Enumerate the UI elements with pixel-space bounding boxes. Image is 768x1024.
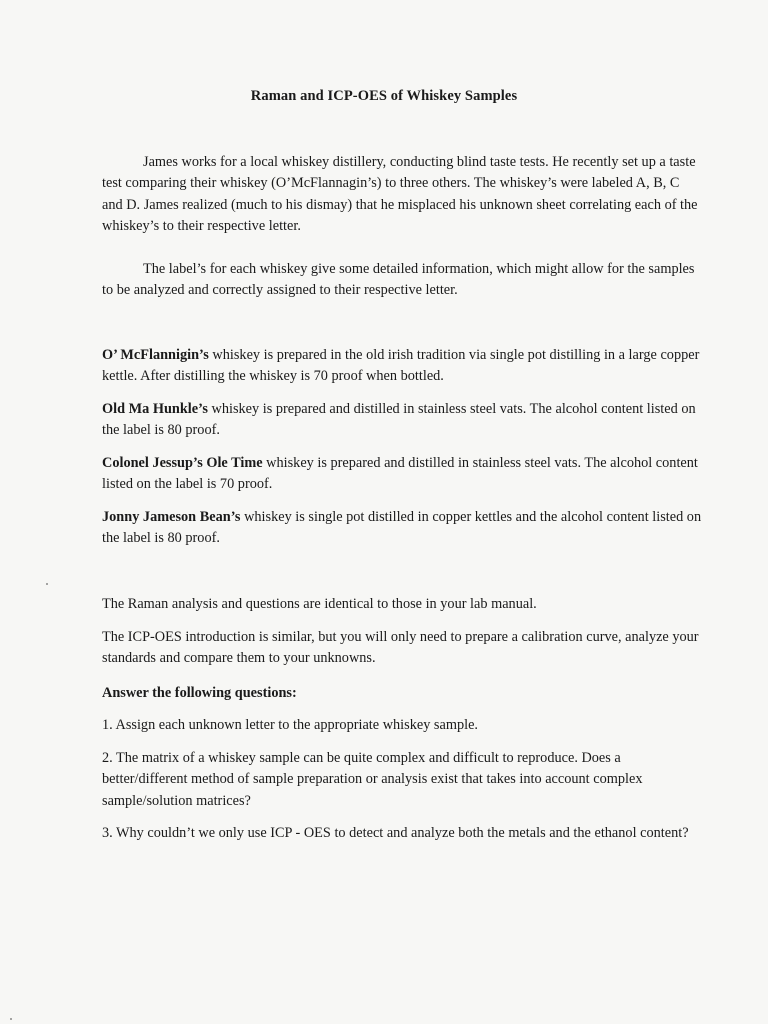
scan-speck <box>46 583 48 585</box>
whiskey-name-3: Colonel Jessup’s Ole Time <box>102 455 263 471</box>
whiskey-name-2: Old Ma Hunkle’s <box>102 401 208 417</box>
whiskey-entry-4 <box>102 507 702 550</box>
whiskey-desc-1: whiskey is prepared in the old irish tradition via single pot distilling in a large copper kettle. After distilling the whiskey is 70 proof when bottled. <box>102 347 700 385</box>
question-2: 2. The matrix of a whiskey sample can be quite complex and difficult to reproduce. Does a better/different method of sample preparation or analysis exist that takes into account complex sample/solution matrices? <box>102 750 643 809</box>
page-title: Raman and ICP-OES of Whiskey Samples <box>250 88 518 104</box>
whiskey-desc-2: whiskey is prepared and distilled in stainless steel vats. The alcohol content listed on the label is 80 proof. <box>102 401 696 439</box>
scan-speck <box>10 1018 12 1020</box>
icp-paragraph: The ICP-OES introduction is similar, but you will only need to prepare a calibration curve, analyze your standards and compare them to your unknowns. <box>102 629 699 667</box>
whiskey-desc-3: whiskey is prepared and distilled in stainless steel vats. The alcohol content listed on the label is 70 proof. <box>102 455 698 493</box>
whiskey-name-4: Jonny Jameson Bean’s <box>102 509 241 525</box>
intro-paragraph-1: James works for a local whiskey distillery, conducting blind taste tests. He recently set up a taste test comparing their whiskey (O’McFlannagin’s) to three others. The whiskey’s were labeled A, B, C and D. James realized (much to his dismay) that he misplaced his unknown sheet correlating each of the whiskey’s to their respective letter. <box>102 154 698 234</box>
whiskey-entry-1 <box>102 345 702 388</box>
whiskey-entry-3 <box>102 453 702 496</box>
whiskey-desc-4: whiskey is single pot distilled in copper kettles and the alcohol content listed on the label is 80 proof. <box>102 509 702 547</box>
question-3: 3. Why couldn’t we only use ICP - OES to detect and analyze both the metals and the ethanol content? <box>102 825 689 841</box>
whiskey-name-1: O’ McFlannigin’s <box>102 347 209 363</box>
raman-paragraph: The Raman analysis and questions are identical to those in your lab manual. <box>102 596 537 612</box>
whiskey-entry-2 <box>102 399 702 442</box>
intro-paragraph-2: The label’s for each whiskey give some detailed information, which might allow for the samples to be analyzed and correctly assigned to their respective letter. <box>102 261 695 299</box>
questions-heading: Answer the following questions: <box>102 685 297 701</box>
question-1: 1. Assign each unknown letter to the appropriate whiskey sample. <box>102 717 478 733</box>
